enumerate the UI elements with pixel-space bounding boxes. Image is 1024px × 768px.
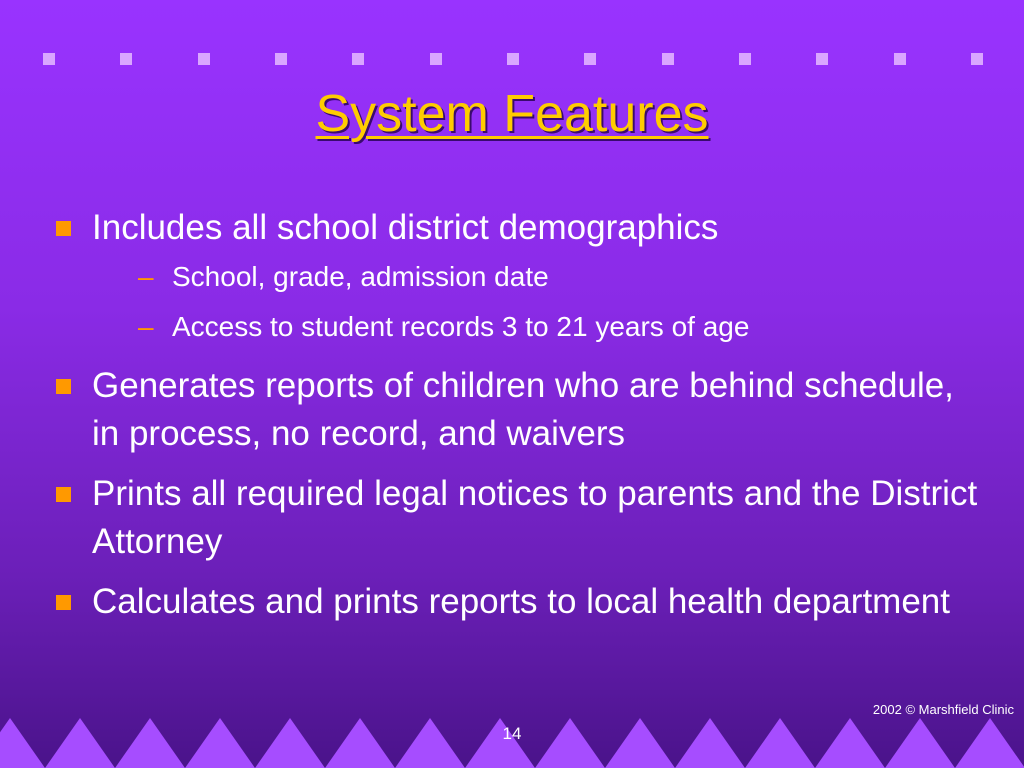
square-dot-icon — [816, 53, 828, 65]
square-dot-icon — [120, 53, 132, 65]
sub-bullet-text: Access to student records 3 to 21 years of age — [172, 311, 750, 342]
square-dot-icon — [971, 53, 983, 65]
square-dot-icon — [352, 53, 364, 65]
orange-square-icon — [56, 487, 71, 502]
bullet-item — [56, 362, 986, 458]
sub-bullet-item — [92, 254, 986, 300]
square-dot-icon — [43, 53, 55, 65]
bullet-text: Includes all school district demographics — [92, 208, 719, 247]
square-dot-icon — [894, 53, 906, 65]
bullet-list — [56, 204, 986, 638]
sub-bullet-text: School, grade, admission date — [172, 261, 549, 292]
square-dot-icon — [198, 53, 210, 65]
bullet-text: Prints all required legal notices to parents and the District Attorney — [92, 474, 978, 561]
bullet-text: Calculates and prints reports to local health department — [92, 582, 950, 621]
square-dot-icon — [584, 53, 596, 65]
top-dot-row — [43, 53, 983, 67]
bullet-item — [56, 470, 986, 566]
page-number: 14 — [502, 724, 522, 743]
sub-bullet-item — [92, 304, 986, 350]
square-dot-icon — [739, 53, 751, 65]
bullet-text: Generates reports of children who are behind schedule, in process, no record, and waivers — [92, 366, 954, 453]
bullet-item — [56, 204, 986, 350]
dash-icon: – — [138, 261, 154, 292]
orange-square-icon — [56, 221, 71, 236]
orange-square-icon — [56, 595, 71, 610]
bullet-item — [56, 578, 986, 626]
slide-title: System Features — [315, 85, 709, 143]
dash-icon: – — [138, 311, 154, 342]
copyright-notice: 2002 © Marshfield Clinic — [872, 702, 1014, 717]
square-dot-icon — [507, 53, 519, 65]
square-dot-icon — [430, 53, 442, 65]
square-dot-icon — [662, 53, 674, 65]
orange-square-icon — [56, 379, 71, 394]
square-dot-icon — [275, 53, 287, 65]
